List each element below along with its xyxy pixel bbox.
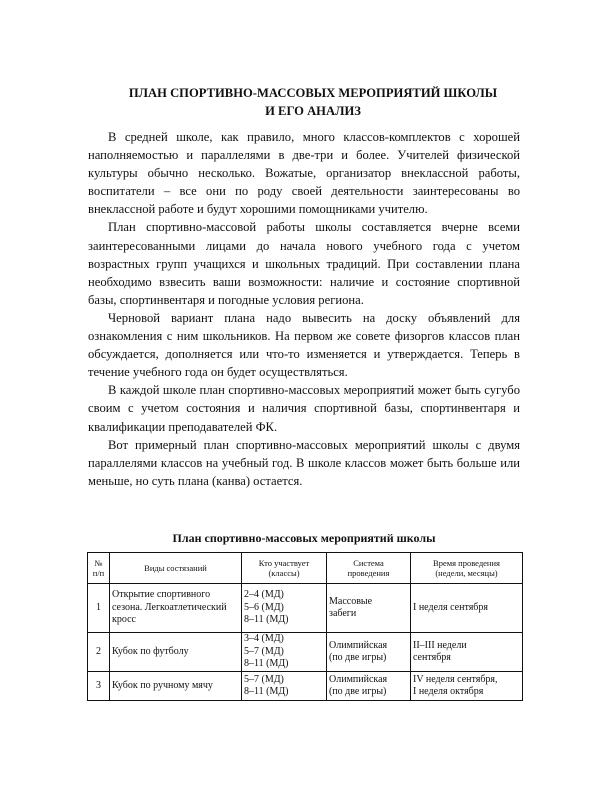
header-system xyxy=(327,553,411,584)
table-header-row xyxy=(88,553,523,584)
paragraph-2: План спортивно-массовой работы школы составляется вчерне всеми заинтересованными лицами до начала нового учебного года с учетом возрастных групп учащихся и школьных традиций. При составлении плана необходимо взвесить ваши возможности: наличие и состояние спортивной базы, спортинвентаря и погодные условия региона. xyxy=(88,220,520,307)
time-line: IV неделя сентября, xyxy=(413,673,498,685)
title-line-1: ПЛАН СПОРТИВНО-МАССОВЫХ МЕРОПРИЯТИЙ ШКОЛЫ xyxy=(128,86,498,100)
table-row xyxy=(88,672,523,701)
system-cell xyxy=(327,672,411,701)
header-system-line-1: Система xyxy=(353,557,384,568)
row-number: 2 xyxy=(88,633,110,672)
paragraph-5: Вот примерный план спортивно-массовых мероприятий школы с двумя параллелями классов на учебный год. В школе классов может быть больше или меньше, но суть плана (канва) остается. xyxy=(88,437,520,488)
table-row xyxy=(88,633,523,672)
header-num xyxy=(88,553,110,584)
participants-line: 5–7 (МД) xyxy=(244,645,284,657)
time-line: II–III недели xyxy=(413,639,467,651)
row-number: 1 xyxy=(88,584,110,633)
events-plan-table xyxy=(87,552,523,701)
table-caption: План спортивно-массовых мероприятий школы xyxy=(172,531,436,545)
system-line: Олимпийская xyxy=(329,639,388,651)
time-line: I неделя сентября xyxy=(413,601,488,613)
paragraph-3: Черновой вариант плана надо вывесить на доску объявлений для ознакомления с ним школьников. На первом же совете физоргов классов план обсуждается, дополняется или что-то изменяется и утверждается. Теперь в течение учебного года он будет осуществляться. xyxy=(88,310,520,380)
participants-cell xyxy=(242,672,327,701)
system-line: забеги xyxy=(329,608,357,619)
paragraph-1: В средней школе, как правило, много классов-комплектов с хорошей наполняемостью и параллелями в две-три и более. Учителей физической культуры обычно несколько. Вожатые, организатор внеклассной работы, воспитатели – все они по роду своей деятельности заинтересованы во внеклассной работе и будут хорошими помощниками учителю. xyxy=(88,130,520,217)
system-line: Массовые xyxy=(329,595,373,607)
system-cell xyxy=(327,633,411,672)
header-time xyxy=(411,553,523,584)
participants-cell xyxy=(242,633,327,672)
system-line: Олимпийская xyxy=(329,673,388,685)
time-line: I неделя октября xyxy=(413,686,484,697)
header-time-line-2: (недели, месяцы) xyxy=(435,568,498,578)
system-line: (по две игры) xyxy=(329,652,387,663)
header-system-line-2: проведения xyxy=(347,568,390,578)
participants-line: 2–4 (МД) xyxy=(244,589,284,601)
time-line: сентября xyxy=(413,652,451,663)
table-row xyxy=(88,584,523,633)
competition-kind: Кубок по футболу xyxy=(110,633,242,672)
competition-kind: Кубок по ручному мячу xyxy=(110,672,242,701)
participants-line: 3–4 (МД) xyxy=(244,633,284,645)
header-kind: Виды состязаний xyxy=(110,553,242,584)
system-cell xyxy=(327,584,411,633)
header-participants-line-2: (классы) xyxy=(268,568,300,578)
header-participants-line-1: Кто участвует xyxy=(258,557,310,568)
paragraph-4: В каждой школе план спортивно-массовых мероприятий может быть сугубо своим с учетом состояния и наличия спортивной базы, спортинвентаря и квалификации преподавателей ФК. xyxy=(88,383,520,434)
row-number: 3 xyxy=(88,672,110,701)
document-title xyxy=(88,84,538,120)
participants-line: 8–11 (МД) xyxy=(244,658,289,670)
title-line-2: И ЕГО АНАЛИЗ xyxy=(265,104,361,118)
participants-line: 8–11 (МД) xyxy=(244,686,289,697)
header-participants xyxy=(242,553,327,584)
header-num-line-2: п/п xyxy=(92,568,105,578)
participants-cell xyxy=(242,584,327,633)
time-cell xyxy=(411,633,523,672)
system-line: (по две игры) xyxy=(329,686,387,697)
participants-line: 5–7 (МД) xyxy=(244,673,284,685)
participants-line: 8–11 (МД) xyxy=(244,614,289,626)
time-cell xyxy=(411,584,523,633)
header-num-line-1: № xyxy=(94,557,103,568)
participants-line: 5–6 (МД) xyxy=(244,601,284,613)
body-text xyxy=(88,128,520,490)
competition-kind: Открытие спортивного сезона. Легкоатлетический кросс xyxy=(110,584,242,633)
time-cell xyxy=(411,672,523,701)
header-time-line-1: Время проведения xyxy=(433,557,500,568)
